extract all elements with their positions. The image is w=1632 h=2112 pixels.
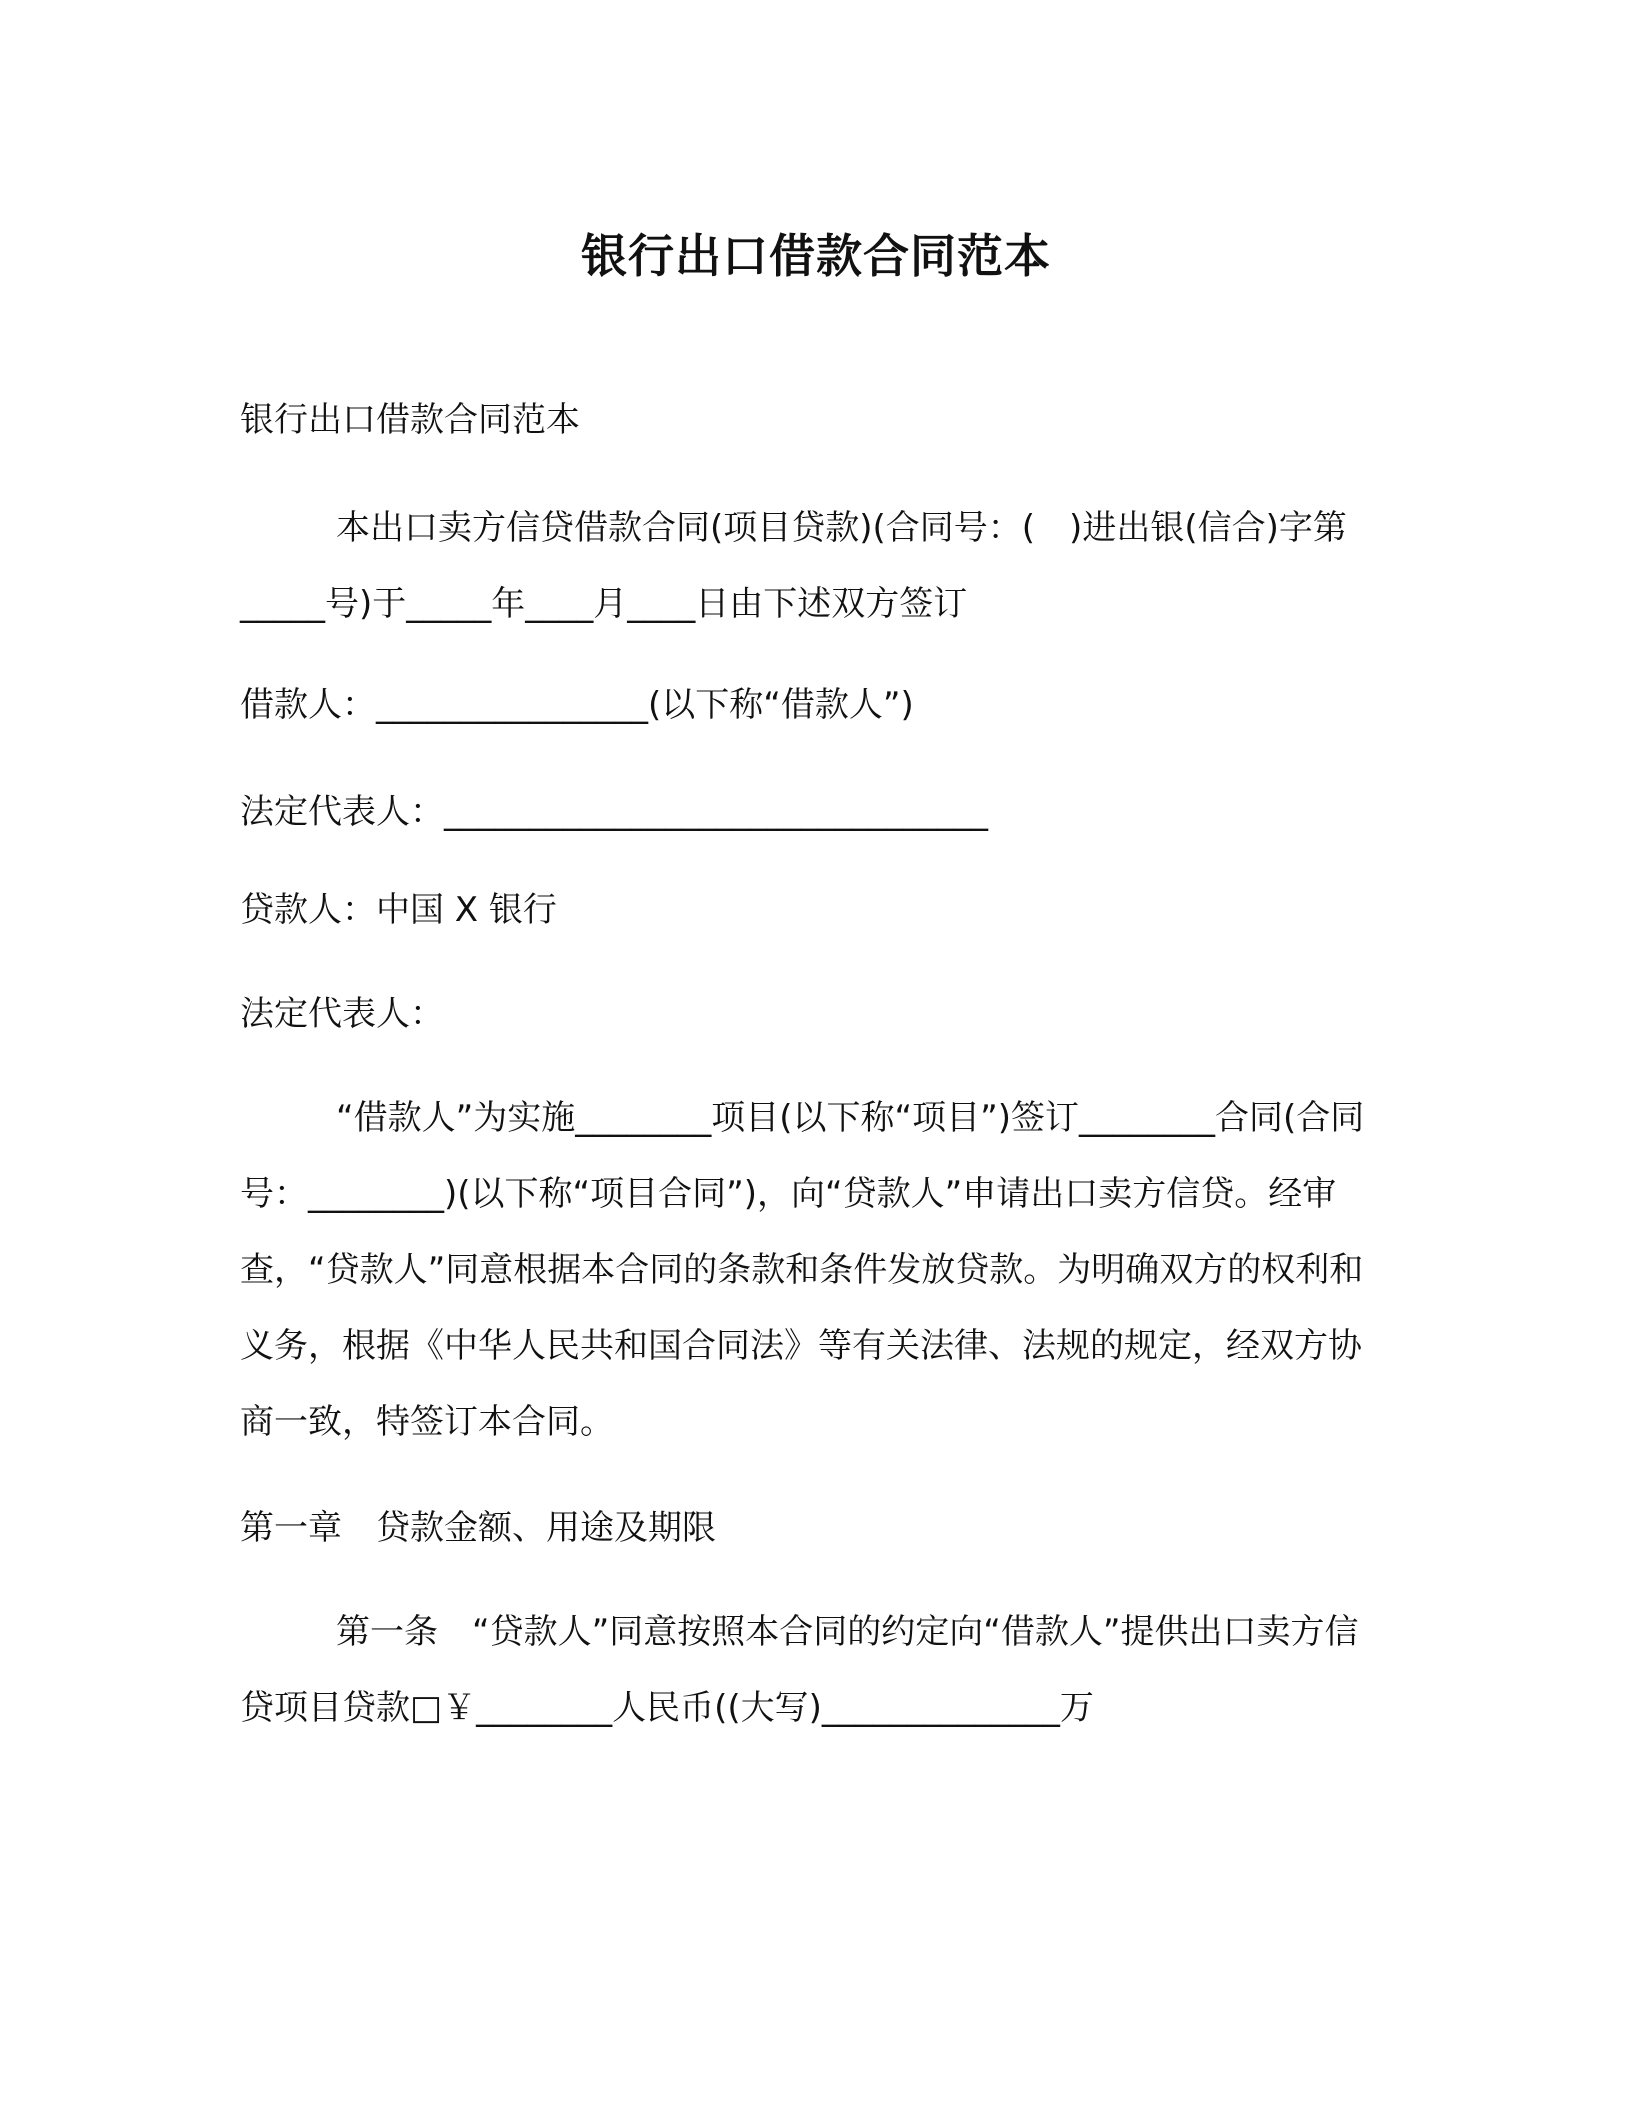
document-title: 银行出口借款合同范本 bbox=[581, 229, 1051, 283]
borrower-representative-line: 法定代表人：________________________________ bbox=[240, 792, 988, 832]
borrower-line: 借款人：________________(以下称“借款人”) bbox=[240, 685, 914, 725]
article-1-paragraph: 第一条 “贷款人”同意按照本合同的约定向“借款人”提供出口卖方信贷项目贷款□￥________人民币((大写)______________万 bbox=[240, 1612, 1359, 1728]
recital-paragraph: “借款人”为实施________项目(以下称“项目”)签订________合同(合同号：________)(以下称“项目合同”)，向“贷款人”申请出口卖方信贷。经审查，“贷款人”同意根据本合同的条款和条件发放贷款。为明确双方的权利和义务，根据《中华人民共和国合同法》等有关法律、法规的规定，经双方协商一致，特签订本合同。 bbox=[240, 1098, 1365, 1442]
lender-line: 贷款人：中国 X 银行 bbox=[240, 890, 557, 930]
chapter-heading: 第一章 贷款金额、用途及期限 bbox=[240, 1508, 716, 1548]
lender-representative-line: 法定代表人： bbox=[240, 994, 444, 1034]
document-subtitle: 银行出口借款合同范本 bbox=[240, 400, 580, 440]
intro-paragraph: 本出口卖方信贷借款合同(项目贷款)(合同号：( )进出银(信合)字第_____号)于_____年____月____日由下述双方签订 bbox=[240, 508, 1347, 624]
